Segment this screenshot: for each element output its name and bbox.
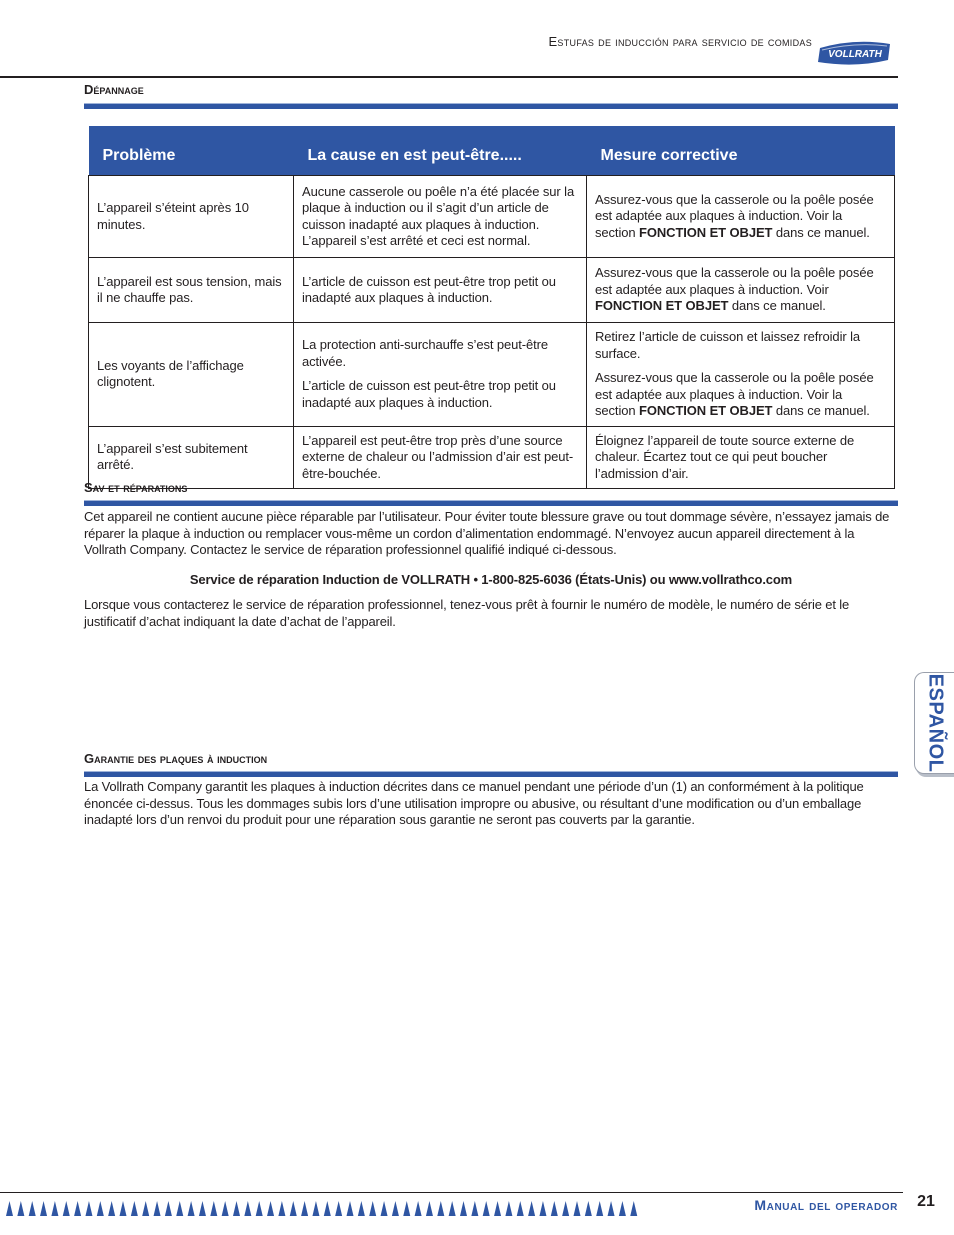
triangle-mark [312, 1201, 319, 1216]
triangle-mark [608, 1201, 615, 1216]
triangle-mark [17, 1201, 24, 1216]
action-text: Assurez-vous que la casserole ou la poêle posée est adaptée aux plaques à induction. Voir FONCTION ET OBJET dans ce manuel. [595, 265, 874, 314]
triangle-mark [415, 1201, 422, 1216]
triangle-mark [131, 1201, 138, 1216]
triangle-mark [460, 1201, 467, 1216]
action-text: Éloignez l’appareil de toute source externe de chaleur. Écartez tout ce qui peut boucher l’admission d’air. [595, 432, 855, 481]
triangle-mark [85, 1201, 92, 1216]
table-row [89, 323, 895, 427]
service-contact-line: Service de réparation Induction de VOLLRATH • 1-800-825-6036 (États-Unis) ou www.vollrathco.com [189, 572, 793, 587]
action-text: Assurez-vous que la casserole ou la poêle posée est adaptée aux plaques à induction. Voir la section FONCTION ET OBJET dans ce manuel. [595, 370, 874, 418]
language-tab-label: ESPAÑOL [924, 673, 947, 773]
triangle-mark [426, 1201, 433, 1216]
warranty-paragraph: La Vollrath Company garantit les plaques à induction décrites dans ce manuel pendant une période d’un (1) an conformément à la politique énoncée ci-dessus. Tous les dommages subis lors d’une utilisation impropre ou abusive, ou résultant d’une modification ou d’un emballage inadapté lors d’un renvoi du produit pour une réparation sous garantie ne seront pas couverts par la garantie. [84, 779, 864, 827]
page-number: 21 [917, 1193, 935, 1210]
triangle-mark [324, 1201, 331, 1216]
section-rule [84, 103, 898, 109]
triangle-mark [392, 1201, 399, 1216]
triangle-mark [449, 1201, 456, 1216]
triangle-mark [585, 1201, 592, 1216]
section-reference: FONCTION ET OBJET [639, 224, 773, 240]
action-text: Assurez-vous que la casserole ou la poêle posée est adaptée aux plaques à induction. Voir la section FONCTION ET OBJET dans ce manuel. [595, 191, 874, 240]
triangle-mark [551, 1201, 558, 1216]
vollrath-logo [816, 38, 894, 68]
triangle-mark [347, 1201, 354, 1216]
triangle-mark [630, 1201, 637, 1216]
triangle-mark [517, 1201, 524, 1216]
triangle-mark [210, 1201, 217, 1216]
cause-text: L’article de cuisson est peut-être trop petit ou inadapté aux plaques à induction. [302, 378, 556, 410]
cause-text: La protection anti-surchauffe s’est peut-être activée. [302, 337, 549, 369]
triangle-mark [108, 1201, 115, 1216]
column-header-action: Mesure corrective [587, 126, 895, 176]
section-rule [84, 500, 898, 506]
action-cell [587, 176, 895, 258]
triangle-mark [40, 1201, 47, 1216]
triangle-mark [381, 1201, 388, 1216]
footer-rule [0, 1192, 903, 1193]
triangle-mark [120, 1201, 127, 1216]
triangle-mark [596, 1201, 603, 1216]
triangle-mark [6, 1201, 13, 1216]
action-cell [587, 258, 895, 323]
triangle-mark [301, 1201, 308, 1216]
triangle-mark [63, 1201, 70, 1216]
triangle-mark [199, 1201, 206, 1216]
action-cell [587, 426, 895, 489]
triangle-mark [29, 1201, 36, 1216]
triangle-mark [74, 1201, 81, 1216]
triangle-mark [358, 1201, 365, 1216]
table-row [89, 176, 895, 258]
triangle-border-decoration [2, 1199, 642, 1217]
section-title-warranty: Garantie des plaques à induction [84, 751, 268, 766]
triangle-mark [369, 1201, 376, 1216]
triangle-mark [176, 1201, 183, 1216]
section-reference: FONCTION ET OBJET [595, 298, 729, 314]
triangle-mark [256, 1201, 263, 1216]
section-title-service: Sav et réparations [84, 480, 188, 495]
cause-cell [294, 176, 587, 258]
service-paragraph: Cet appareil ne contient aucune pièce réparable par l’utilisateur. Pour éviter toute blessure grave ou tout dommage sévère, n’essayez jamais de réparer la plaque à induction ou remplacer vous-même un cordon d’alimentation endommagé. N’envoyez aucun appareil directement à la Vollrath Company. Contactez le service de réparation professionnel qualifié indiqué ci-dessous. [84, 509, 890, 557]
running-header: Estufas de inducción para servicio de comidas [548, 34, 812, 49]
triangle-mark [403, 1201, 410, 1216]
table-header-row [89, 126, 895, 176]
problem-cell: L’appareil s’est subitement arrêté. [89, 426, 294, 489]
service-paragraph-2: Lorsque vous contacterez le service de réparation professionnel, tenez-vous prêt à fournir le numéro de modèle, le numéro de série et le justificatif d’achat indiquant la date d’achat de l’appareil. [84, 597, 850, 629]
action-text: Retirez l’article de cuisson et laissez refroidir la surface. [595, 329, 861, 361]
table-row [89, 258, 895, 323]
cause-cell [294, 426, 587, 489]
triangle-mark [97, 1201, 104, 1216]
triangle-mark [539, 1201, 546, 1216]
triangle-mark [335, 1201, 342, 1216]
section-title-troubleshooting: Dépannage [84, 82, 144, 97]
triangle-mark [562, 1201, 569, 1216]
triangle-mark [51, 1201, 58, 1216]
cause-text: Aucune casserole ou poêle n’a été placée sur la plaque à induction ou il s’agit d’un article de cuisson inadapté aux plaques à induction. L’appareil s’est arrêté et ceci est normal. [302, 183, 575, 248]
triangle-mark [528, 1201, 535, 1216]
triangle-mark [188, 1201, 195, 1216]
triangle-mark [619, 1201, 626, 1216]
triangle-mark [154, 1201, 161, 1216]
action-cell [587, 323, 895, 427]
footer-title: Manual del operador [754, 1197, 898, 1213]
language-tab-espanol[interactable] [914, 672, 954, 774]
cause-cell [294, 258, 587, 323]
table-row [89, 426, 895, 489]
problem-cell: L’appareil est sous tension, mais il ne chauffe pas. [89, 258, 294, 323]
problem-cell: L’appareil s’éteint après 10 minutes. [89, 176, 294, 258]
column-header-problem: Problème [89, 126, 294, 176]
triangle-mark [222, 1201, 229, 1216]
troubleshooting-table [88, 126, 895, 489]
cause-cell [294, 323, 587, 427]
svg-text:VOLLRATH: VOLLRATH [828, 49, 882, 60]
triangle-mark [165, 1201, 172, 1216]
triangle-mark [142, 1201, 149, 1216]
cause-text: L’appareil est peut-être trop près d’une source externe de chaleur ou l’admission d’air est peut-être-bouchée. [302, 432, 574, 481]
triangle-mark [267, 1201, 274, 1216]
problem-cell: Les voyants de l’affichage clignotent. [89, 323, 294, 427]
triangle-mark [574, 1201, 581, 1216]
header-rule [0, 76, 898, 78]
triangle-mark [278, 1201, 285, 1216]
triangle-mark [233, 1201, 240, 1216]
triangle-mark [494, 1201, 501, 1216]
triangle-mark [244, 1201, 251, 1216]
section-rule [84, 771, 898, 777]
triangle-mark [471, 1201, 478, 1216]
column-header-cause: La cause en est peut-être..... [294, 126, 587, 176]
section-reference: FONCTION ET OBJET [639, 403, 773, 418]
triangle-mark [505, 1201, 512, 1216]
triangle-mark [290, 1201, 297, 1216]
cause-text: L’article de cuisson est peut-être trop petit ou inadapté aux plaques à induction. [302, 273, 556, 305]
triangle-mark [437, 1201, 444, 1216]
triangle-mark [483, 1201, 490, 1216]
